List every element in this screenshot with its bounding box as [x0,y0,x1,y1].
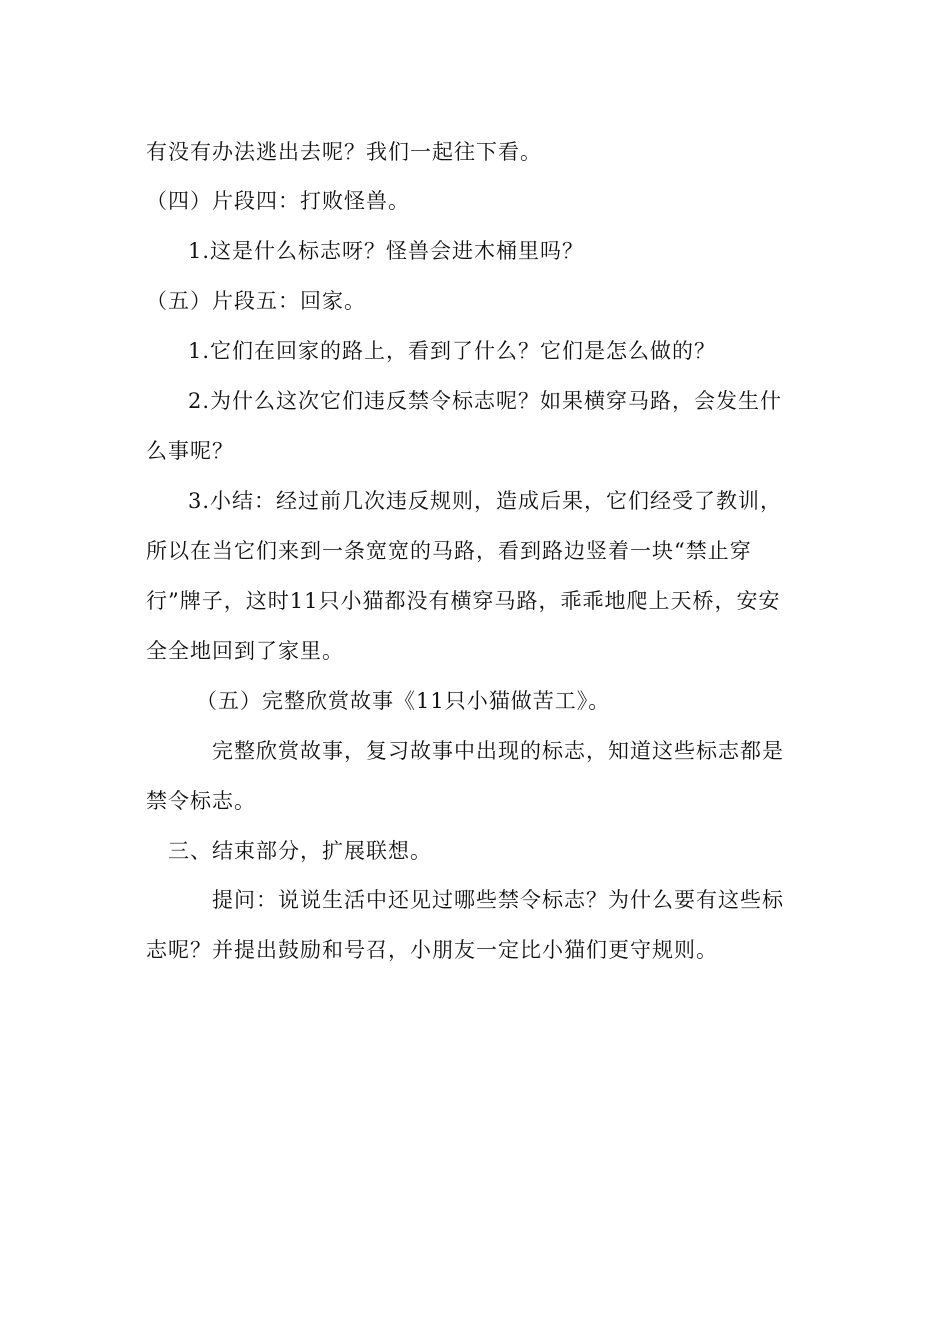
text-line: 完整欣赏故事，复习故事中出现的标志，知道这些标志都是 [212,739,784,763]
text-line: 有没有办法逃出去呢？我们一起往下看。 [146,140,542,164]
text-line: 所以在当它们来到一条宽宽的马路，看到路边竖着一块“禁止穿 [146,539,752,563]
text-line: 么事呢？ [146,439,234,463]
text-line: 提问：说说生活中还见过哪些禁令标志？为什么要有这些标 [212,888,784,912]
text-line: 1.它们在回家的路上，看到了什么？它们是怎么做的？ [188,339,717,363]
text-line: 志呢？并提出鼓励和号召，小朋友一定比小猫们更守规则。 [146,938,718,962]
text-line: 3.小结：经过前几次违反规则，造成后果，它们经受了教训， [188,489,783,513]
text-line: 行”牌子，这时11只小猫都没有横穿马路，乖乖地爬上天桥，安安 [146,589,781,613]
text-line: 2.为什么这次它们违反禁令标志呢？如果横穿马路，会发生什 [188,389,783,413]
text-line: 全全地回到了家里。 [146,639,344,663]
text-line: 1.这是什么标志呀？怪兽会进木桶里吗？ [188,239,585,263]
section-heading-five: （五）片段五：回家。 [146,289,366,313]
section-heading-three: 三、结束部分，扩展联想。 [168,839,432,863]
text-line: 禁令标志。 [146,789,256,813]
section-heading-four: （四）片段四：打败怪兽。 [146,189,410,213]
section-heading-five-story: （五）完整欣赏故事《11只小猫做苦工》。 [196,689,611,713]
